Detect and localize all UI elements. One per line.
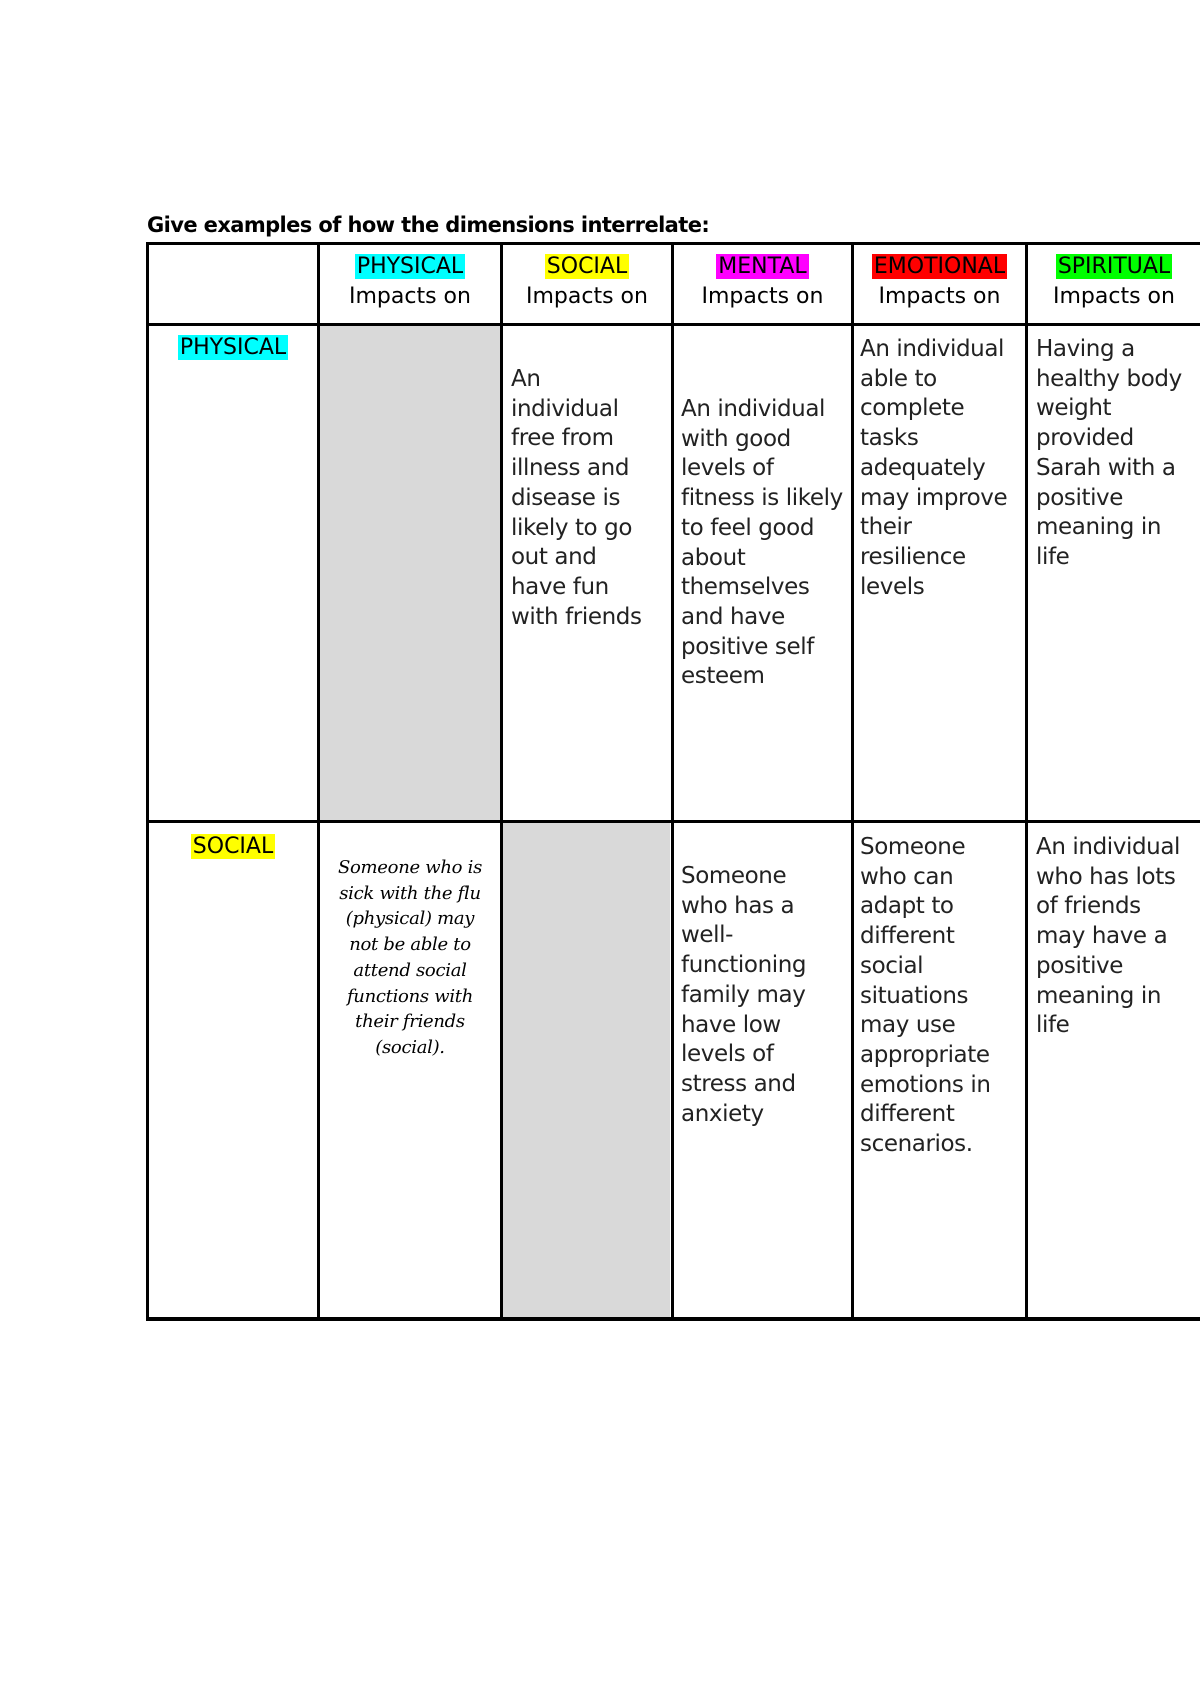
highlight-mental: MENTAL	[718, 254, 807, 279]
highlight-emotional: EMOTIONAL	[873, 254, 1006, 279]
column-divider-1	[317, 242, 320, 1321]
column-divider-4	[851, 242, 854, 1321]
highlight-spiritual: SPIRITUAL	[1057, 254, 1171, 279]
table-border-left	[146, 242, 149, 1321]
column-divider-2	[500, 242, 503, 1321]
cell-physical-mental: An individual with good levels of fitness is likely to feel good about themselves and have positive self esteem	[681, 396, 843, 690]
cell-social-emotional: Someone who can adapt to different social situations may use appropriate emotions in different scenarios.	[860, 834, 991, 1158]
highlight-physical: PHYSICAL	[356, 254, 464, 279]
row-label-social	[149, 832, 317, 862]
page-title: Give examples of how the dimensions interrelate:	[147, 213, 710, 237]
cell-social-mental: Someone who has a well- functioning family may have low levels of stress and anxiety	[681, 863, 807, 1127]
cell-social-physical: Someone who is sick with the flu (physical) may not be able to attend social functions with their friends (social).	[337, 857, 483, 1058]
highlight-social: SOCIAL	[546, 254, 628, 279]
header-sub-label: Impacts on	[1053, 284, 1175, 309]
header-spiritual	[1028, 252, 1200, 312]
row-label-physical	[149, 333, 317, 363]
header-sub-label: Impacts on	[349, 284, 471, 309]
header-sub-label: Impacts on	[526, 284, 648, 309]
interrelation-table	[146, 242, 1200, 1321]
header-physical	[320, 252, 500, 312]
header-emotional	[854, 252, 1025, 312]
cell-physical-social: An individual free from illness and disease is likely to go out and have fun with friends	[511, 366, 642, 630]
cell-physical-emotional: An individual able to complete tasks adequately may improve their resilience levels	[860, 336, 1008, 600]
highlight-physical: PHYSICAL	[179, 335, 287, 360]
column-divider-5	[1025, 242, 1028, 1321]
header-sub-label: Impacts on	[701, 284, 824, 309]
highlight-social: SOCIAL	[192, 834, 274, 859]
shaded-cell-physical-physical	[319, 326, 501, 821]
header-sub-label: Impacts on	[878, 284, 1001, 309]
cell-social-spiritual: An individual who has lots of friends may have a positive meaning in life	[1036, 834, 1181, 1039]
cell-physical-spiritual: Having a healthy body weight provided Sarah with a positive meaning in life	[1036, 336, 1182, 570]
shaded-cell-social-social	[502, 822, 670, 1319]
header-mental	[674, 252, 851, 312]
column-divider-3	[671, 242, 674, 1321]
header-social	[503, 252, 671, 312]
